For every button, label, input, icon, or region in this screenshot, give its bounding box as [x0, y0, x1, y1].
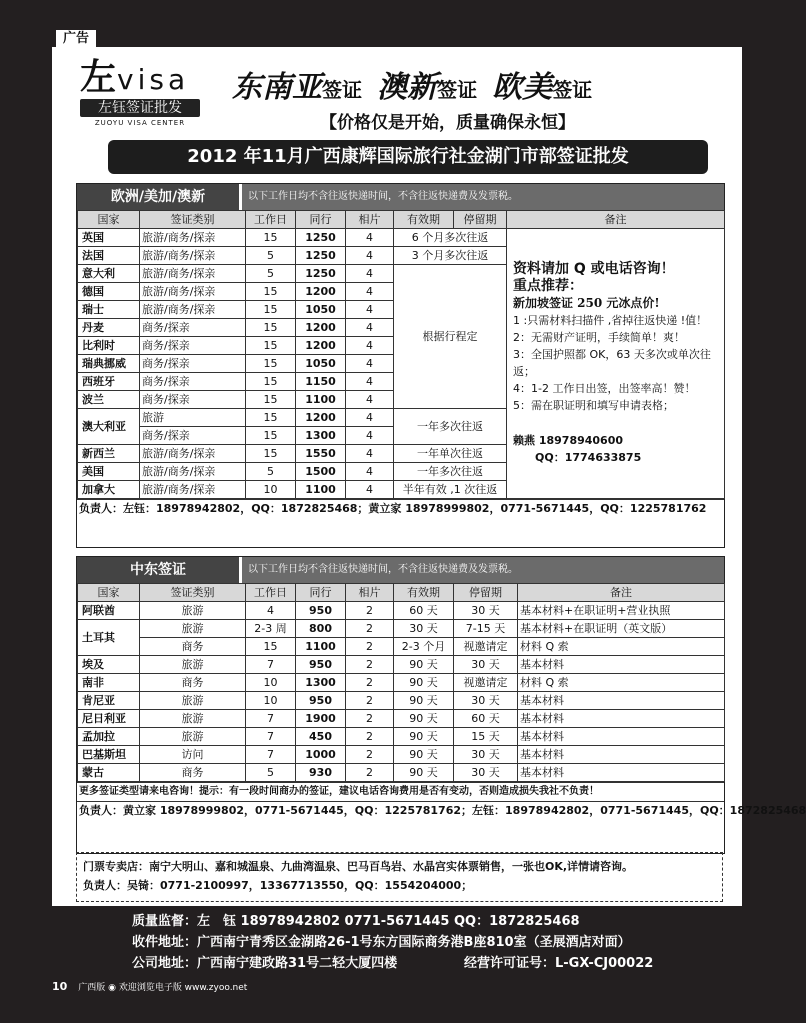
photo-cell: 4 — [346, 355, 394, 373]
days-cell: 15 — [246, 301, 296, 319]
photo-cell: 2 — [346, 656, 394, 674]
price-cell: 930 — [296, 764, 346, 782]
country-cell: 瑞士 — [78, 301, 140, 319]
days-cell: 5 — [246, 463, 296, 481]
country-cell: 澳大利亚 — [78, 409, 140, 445]
header-cell: 国家 — [78, 584, 140, 602]
logo-en: ZUOYU VISA CENTER — [94, 119, 186, 127]
header-cell: 相片 — [346, 211, 394, 229]
country-cell: 西班牙 — [78, 373, 140, 391]
photo-cell: 2 — [346, 764, 394, 782]
country-cell: 德国 — [78, 283, 140, 301]
ad-tag: 广告 — [56, 30, 96, 48]
photo-cell: 4 — [346, 301, 394, 319]
country-cell: 丹麦 — [78, 319, 140, 337]
headline-a: 东南亚 — [232, 70, 322, 105]
header-cell: 签证类别 — [140, 584, 246, 602]
table-row — [78, 728, 725, 746]
headline-b: 澳新 — [377, 70, 438, 105]
photo-cell: 2 — [346, 692, 394, 710]
header-cell: 有效期 — [394, 584, 454, 602]
remark-item: 3：全国护照都 OK，63 天多次或单次往返； — [513, 348, 711, 378]
type-cell: 旅游/商务/探亲 — [140, 445, 246, 463]
remark-cell: 基本材料 — [518, 728, 725, 746]
headline — [232, 62, 732, 105]
table-row — [78, 602, 725, 620]
photo-cell: 4 — [346, 445, 394, 463]
remark-cell: 基本材料 — [518, 692, 725, 710]
remark-cell: 基本材料+在职证明+营业执照 — [518, 602, 725, 620]
type-cell: 旅游/商务/探亲 — [140, 301, 246, 319]
price-cell: 1550 — [296, 445, 346, 463]
logo-plate: 左钰签证批发 — [80, 99, 200, 117]
type-cell: 旅游/商务/探亲 — [140, 463, 246, 481]
remark-promo: 新加坡签证 250 元冰点价! — [513, 296, 660, 310]
remark-contact-name: 赖燕 18978940600 — [513, 434, 624, 447]
globe-icon: ◉ — [108, 983, 116, 993]
price-cell: 800 — [296, 620, 346, 638]
price-cell: 1250 — [296, 229, 346, 247]
photo-cell: 4 — [346, 463, 394, 481]
days-cell: 15 — [246, 337, 296, 355]
photo-cell: 4 — [346, 373, 394, 391]
days-cell: 7 — [246, 710, 296, 728]
stay-cell: 15 天 — [454, 728, 518, 746]
remark-cell: 材料 Q 索 — [518, 674, 725, 692]
table-row — [78, 746, 725, 764]
days-cell: 15 — [246, 283, 296, 301]
header-cell: 备注 — [518, 584, 725, 602]
country-cell: 土耳其 — [78, 620, 140, 656]
type-cell: 旅游 — [140, 602, 246, 620]
remark-item: 1 :只需材料扫描件 ,省掉往返快递 !值！ — [513, 314, 708, 327]
country-cell: 尼日利亚 — [78, 710, 140, 728]
photo-cell: 2 — [346, 710, 394, 728]
price-cell: 1100 — [296, 638, 346, 656]
section-title: 欧洲/美加/澳新 — [77, 184, 242, 210]
validity-cell: 6 个月多次往返 — [394, 229, 507, 247]
section-contact: 负责人：黄立家 18978999802，0771-5671445，QQ：1225781762；左钰：18978942802，0771-5671445，QQ：1872825468 — [77, 801, 724, 820]
logo-mark — [80, 58, 216, 99]
section-header — [77, 184, 724, 210]
stay-cell: 60 天 — [454, 710, 518, 728]
days-cell: 10 — [246, 481, 296, 499]
country-cell: 法国 — [78, 247, 140, 265]
validity-cell: 90 天 — [394, 764, 454, 782]
type-cell: 商务 — [140, 674, 246, 692]
validity-cell: 2-3 个月 — [394, 638, 454, 656]
price-cell: 1500 — [296, 463, 346, 481]
days-cell: 5 — [246, 247, 296, 265]
days-cell: 15 — [246, 355, 296, 373]
days-cell: 15 — [246, 319, 296, 337]
header-cell: 国家 — [78, 211, 140, 229]
site-text: 欢迎浏览电子版 www.zyoo.net — [118, 983, 248, 993]
photo-cell: 4 — [346, 247, 394, 265]
days-cell: 15 — [246, 445, 296, 463]
type-cell: 商务/探亲 — [140, 355, 246, 373]
section-header — [77, 557, 724, 583]
photo-cell: 4 — [346, 229, 394, 247]
days-cell: 2-3 周 — [246, 620, 296, 638]
validity-cell: 半年有效 ,1 次往返 — [394, 481, 507, 499]
type-cell: 旅游/商务/探亲 — [140, 481, 246, 499]
footer-company-address: 公司地址：广西南宁建政路31号二轻大厦四楼 — [132, 956, 398, 971]
visa-table-middle-east — [77, 583, 725, 782]
price-cell: 450 — [296, 728, 346, 746]
logo-word: visa — [117, 63, 190, 96]
days-cell: 7 — [246, 746, 296, 764]
photo-cell: 4 — [346, 337, 394, 355]
stay-cell: 30 天 — [454, 764, 518, 782]
country-cell: 肯尼亚 — [78, 692, 140, 710]
type-cell: 旅游/商务/探亲 — [140, 265, 246, 283]
days-cell: 15 — [246, 391, 296, 409]
type-cell: 旅游 — [140, 728, 246, 746]
footer-license: 经营许可证号：L-GX-CJ00022 — [464, 956, 654, 971]
price-cell: 1200 — [296, 409, 346, 427]
price-cell: 1250 — [296, 247, 346, 265]
validity-cell: 3 个月多次往返 — [394, 247, 507, 265]
stay-cell: 30 天 — [454, 692, 518, 710]
header-cell: 工作日 — [246, 211, 296, 229]
table-row — [78, 620, 725, 638]
days-cell: 15 — [246, 638, 296, 656]
country-cell: 加拿大 — [78, 481, 140, 499]
photo-cell: 4 — [346, 319, 394, 337]
remark-cell: 基本材料+在职证明（英文版） — [518, 620, 725, 638]
stay-cell: 30 天 — [454, 656, 518, 674]
type-cell: 商务/探亲 — [140, 337, 246, 355]
type-cell: 旅游 — [140, 692, 246, 710]
price-cell: 1300 — [296, 427, 346, 445]
country-cell: 巴基斯坦 — [78, 746, 140, 764]
days-cell: 7 — [246, 656, 296, 674]
validity-cell: 90 天 — [394, 692, 454, 710]
remark-cell: 基本材料 — [518, 656, 725, 674]
price-cell: 950 — [296, 692, 346, 710]
photo-cell: 4 — [346, 481, 394, 499]
remark-heading: 资料请加 Q 或电话咨询！ — [513, 261, 675, 277]
remark-contact-qq: QQ：1774633875 — [535, 451, 642, 464]
country-cell: 波兰 — [78, 391, 140, 409]
stay-cell: 30 天 — [454, 602, 518, 620]
price-cell: 1200 — [296, 283, 346, 301]
type-cell: 旅游 — [140, 656, 246, 674]
days-cell: 10 — [246, 692, 296, 710]
price-cell: 1000 — [296, 746, 346, 764]
stay-cell: 30 天 — [454, 746, 518, 764]
remark-item: 4：1-2 工作日出签，出签率高！赞！ — [513, 382, 696, 395]
type-cell: 旅游/商务/探亲 — [140, 229, 246, 247]
footer-quality: 质量监督：左 钰 18978942802 0771-5671445 QQ：1872825468 — [132, 914, 580, 929]
headline-c: 欧美 — [492, 70, 553, 105]
section-middle-east — [76, 556, 806, 854]
table-header-row — [78, 211, 725, 229]
section-europe — [76, 183, 725, 548]
headline-suffix-b: 签证 — [437, 78, 478, 102]
price-cell: 1300 — [296, 674, 346, 692]
price-cell: 1200 — [296, 337, 346, 355]
footer — [52, 906, 742, 973]
photo-cell: 2 — [346, 620, 394, 638]
country-cell: 南非 — [78, 674, 140, 692]
header-cell: 停留期 — [454, 211, 507, 229]
page-number: 10 — [52, 980, 68, 993]
days-cell: 5 — [246, 265, 296, 283]
type-cell: 商务/探亲 — [140, 319, 246, 337]
type-cell: 旅游/商务/探亲 — [140, 247, 246, 265]
price-cell: 1050 — [296, 301, 346, 319]
type-cell: 商务/探亲 — [140, 373, 246, 391]
header-cell: 相片 — [346, 584, 394, 602]
headline-suffix-a: 签证 — [322, 78, 362, 102]
slogan: 【价格仅是开始，质量确保永恒】 — [320, 113, 575, 133]
price-cell: 950 — [296, 656, 346, 674]
photo-cell: 4 — [346, 265, 394, 283]
section-note: 以下工作日均不含往返快递时间，不含往返快递费及发票税。 — [242, 557, 724, 583]
price-cell: 1250 — [296, 265, 346, 283]
remark-item: 2：无需财产证明，手续简单！爽！ — [513, 331, 685, 344]
price-cell: 950 — [296, 602, 346, 620]
banner-title: 2012 年11月广西康辉国际旅行社金湖门市部签证批发 — [108, 140, 708, 174]
days-cell: 15 — [246, 409, 296, 427]
price-cell: 1150 — [296, 373, 346, 391]
photo-cell: 4 — [346, 409, 394, 427]
type-cell: 旅游 — [140, 409, 246, 427]
validity-cell: 一年多次往返 — [394, 409, 507, 445]
remark-cell: 材料 Q 索 — [518, 638, 725, 656]
ticket-line: 门票专卖店：南宁大明山、嘉和城温泉、九曲湾温泉、巴马百鸟岩、水晶宫实体票销售，一张也OK,详情请咨询。 — [83, 860, 634, 873]
photo-cell: 2 — [346, 674, 394, 692]
logo-glyph: 左 — [80, 56, 118, 98]
section-contact: 负责人：左钰：18978942802，QQ：1872825468；黄立家 18978999802，0771-5671445，QQ：1225781762 — [77, 499, 724, 518]
price-cell: 1200 — [296, 319, 346, 337]
type-cell: 旅游 — [140, 710, 246, 728]
remark-item: 5：需在职证明和填写申请表格； — [513, 399, 674, 412]
remark-cell: 基本材料 — [518, 710, 725, 728]
logo — [80, 58, 216, 130]
type-cell: 旅游/商务/探亲 — [140, 283, 246, 301]
photo-cell: 2 — [346, 746, 394, 764]
page-footer — [52, 978, 452, 996]
table-row — [78, 229, 725, 247]
validity-cell: 90 天 — [394, 728, 454, 746]
header-cell: 停留期 — [454, 584, 518, 602]
validity-cell: 90 天 — [394, 710, 454, 728]
photo-cell: 2 — [346, 602, 394, 620]
remark-key: 重点推荐： — [513, 278, 583, 294]
section-title: 中东签证 — [77, 557, 242, 583]
header-cell: 签证类别 — [140, 211, 246, 229]
photo-cell: 2 — [346, 728, 394, 746]
country-cell: 孟加拉 — [78, 728, 140, 746]
section-note: 以下工作日均不含往返快递时间，不含往返快递费及发票税。 — [242, 184, 724, 210]
type-cell: 商务 — [140, 764, 246, 782]
days-cell: 10 — [246, 674, 296, 692]
type-cell: 访问 — [140, 746, 246, 764]
ticket-shop-box — [76, 852, 723, 902]
table-row — [78, 656, 725, 674]
type-cell: 商务/探亲 — [140, 391, 246, 409]
edition-label: 广西版 — [78, 983, 106, 993]
table-header-row — [78, 584, 725, 602]
footer-receive-address: 收件地址：广西南宁青秀区金湖路26-1号东方国际商务港B座810室（圣展酒店对面） — [132, 935, 631, 950]
validity-cell: 90 天 — [394, 656, 454, 674]
price-cell: 1050 — [296, 355, 346, 373]
validity-cell: 30 天 — [394, 620, 454, 638]
country-cell: 美国 — [78, 463, 140, 481]
country-cell: 蒙古 — [78, 764, 140, 782]
country-cell: 意大利 — [78, 265, 140, 283]
remark-panel — [507, 229, 725, 499]
validity-cell: 根据行程定 — [394, 265, 507, 409]
country-cell: 新西兰 — [78, 445, 140, 463]
country-cell: 埃及 — [78, 656, 140, 674]
days-cell: 5 — [246, 764, 296, 782]
visa-table-europe — [77, 210, 725, 499]
header-cell: 工作日 — [246, 584, 296, 602]
type-cell: 商务/探亲 — [140, 427, 246, 445]
header-cell: 备注 — [507, 211, 725, 229]
country-cell: 阿联酋 — [78, 602, 140, 620]
validity-cell: 一年单次往返 — [394, 445, 507, 463]
country-cell: 瑞典挪威 — [78, 355, 140, 373]
header-cell: 同行 — [296, 584, 346, 602]
remark-cell: 基本材料 — [518, 764, 725, 782]
price-cell: 1900 — [296, 710, 346, 728]
type-cell: 旅游 — [140, 620, 246, 638]
days-cell: 7 — [246, 728, 296, 746]
price-cell: 1100 — [296, 481, 346, 499]
photo-cell: 4 — [346, 427, 394, 445]
table-row — [78, 638, 725, 656]
validity-cell: 一年多次往返 — [394, 463, 507, 481]
country-cell: 比利时 — [78, 337, 140, 355]
photo-cell: 4 — [346, 391, 394, 409]
days-cell: 15 — [246, 229, 296, 247]
days-cell: 15 — [246, 373, 296, 391]
header-cell: 同行 — [296, 211, 346, 229]
validity-cell: 60 天 — [394, 602, 454, 620]
stay-cell: 视邀请定 — [454, 638, 518, 656]
validity-cell: 90 天 — [394, 674, 454, 692]
type-cell: 商务 — [140, 638, 246, 656]
price-cell: 1100 — [296, 391, 346, 409]
table-row — [78, 710, 725, 728]
photo-cell: 4 — [346, 283, 394, 301]
header-cell: 有效期 — [394, 211, 454, 229]
photo-cell: 2 — [346, 638, 394, 656]
section-notice: 更多签证类型请来电咨询！提示：有一段时间商办的签证，建议电话咨询费用是否有变动，否则造成损失我社不负责！ — [77, 782, 724, 801]
validity-cell: 90 天 — [394, 746, 454, 764]
stay-cell: 视邀请定 — [454, 674, 518, 692]
table-row — [78, 692, 725, 710]
table-row — [78, 764, 725, 782]
headline-suffix-c: 签证 — [552, 78, 593, 102]
remark-cell: 基本材料 — [518, 746, 725, 764]
ticket-contact: 负责人：吴锜：0771-2100997，13367713550，QQ：1554204000； — [83, 879, 473, 892]
stay-cell: 7-15 天 — [454, 620, 518, 638]
country-cell: 英国 — [78, 229, 140, 247]
table-row — [78, 674, 725, 692]
days-cell: 15 — [246, 427, 296, 445]
days-cell: 4 — [246, 602, 296, 620]
